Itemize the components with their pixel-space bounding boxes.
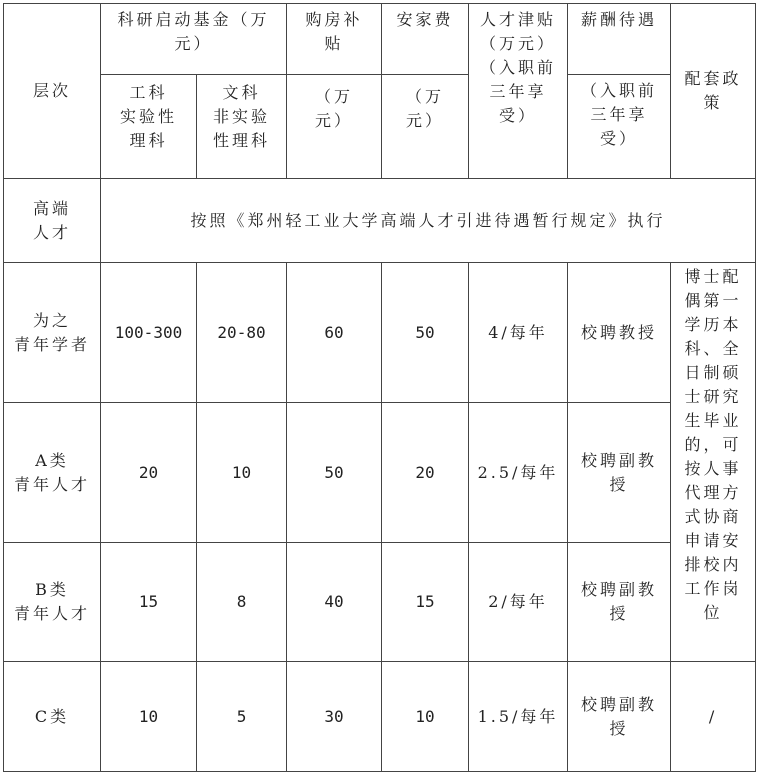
weizhi-allowance: 4/每年 — [469, 263, 568, 403]
c-salary-line1: 校聘副教 — [581, 694, 658, 714]
header-housing-unit — [287, 75, 382, 179]
level-weizhi — [4, 263, 101, 403]
policy-line: 的，可 — [684, 435, 742, 454]
header-house-unit2: 元） — [315, 111, 354, 130]
c-allowance: 1.5/每年 — [469, 662, 568, 772]
b-salary-line2: 授 — [609, 604, 629, 623]
b-allowance: 2/每年 — [469, 543, 568, 662]
weizhi-house: 60 — [287, 263, 382, 403]
header-research-fund — [101, 4, 287, 75]
header-eng-line3: 理科 — [129, 131, 168, 150]
talent-policy-table — [3, 3, 756, 772]
header-allow-line4: 三年享 — [489, 82, 547, 101]
policy-line: 申请安 — [684, 531, 742, 550]
weizhi-eng: 100-300 — [101, 263, 197, 403]
header-salary — [568, 4, 671, 75]
b-lib: 8 — [197, 543, 287, 662]
level-weizhi-line1: 为之 — [32, 310, 71, 330]
level-a-line2: 青年人才 — [13, 474, 90, 494]
policy-line: 科、全 — [684, 339, 742, 358]
policy-line: 工作岗 — [684, 579, 742, 598]
header-talent-allowance — [469, 4, 568, 179]
level-high-line2: 人才 — [32, 222, 71, 242]
header-liberal-arts — [197, 75, 287, 179]
c-eng: 10 — [101, 662, 197, 772]
policy-line: 排校内 — [684, 555, 742, 574]
table-row — [4, 543, 756, 662]
policy-line: 学历本 — [684, 315, 742, 334]
a-eng: 20 — [101, 403, 197, 543]
header-policy — [671, 4, 756, 179]
header-policy-line2: 策 — [703, 93, 723, 112]
c-salary — [568, 662, 671, 772]
weizhi-salary: 校聘教授 — [568, 263, 671, 403]
level-b-line2: 青年人才 — [13, 604, 90, 623]
weizhi-lib: 20-80 — [197, 263, 287, 403]
level-b-line1: B类 — [35, 580, 69, 599]
policy-line: 生毕业 — [684, 411, 742, 430]
a-house: 50 — [287, 403, 382, 543]
header-settle-unit1: （万 — [406, 87, 445, 106]
policy-line: 代理方 — [684, 483, 742, 502]
header-settle-line1: 安家费 — [396, 10, 454, 29]
b-salary — [568, 543, 671, 662]
table-row — [4, 403, 756, 543]
a-salary — [568, 403, 671, 543]
a-salary-line1: 校聘副教 — [581, 450, 658, 470]
header-level-text: 层次 — [32, 81, 71, 100]
a-settle: 20 — [382, 403, 469, 543]
table-row — [4, 179, 756, 263]
header-level — [4, 4, 101, 179]
level-high-end — [4, 179, 101, 263]
policy-line: 士研究 — [684, 387, 742, 406]
header-lib-line2: 非实验 — [213, 107, 271, 126]
header-eng-line1: 工科 — [129, 83, 168, 102]
level-high-line1: 高端 — [32, 198, 71, 218]
header-house-unit1: （万 — [315, 87, 354, 106]
table-row — [4, 263, 756, 403]
high-end-note: 按照《郑州轻工业大学高端人才引进待遇暂行规定》执行 — [101, 179, 756, 263]
header-settle-unit2: 元） — [406, 111, 445, 130]
header-allow-line2: （万元） — [480, 34, 557, 53]
policy-line: 博士配 — [684, 267, 742, 286]
a-lib: 10 — [197, 403, 287, 543]
b-settle: 15 — [382, 543, 469, 662]
a-salary-line2: 授 — [609, 474, 629, 494]
policy-line: 位 — [703, 603, 723, 622]
header-policy-line1: 配套政 — [684, 69, 742, 88]
header-salary-line3: 三年享 — [590, 105, 648, 124]
b-salary-line1: 校聘副教 — [581, 580, 658, 599]
level-weizhi-line2: 青年学者 — [13, 334, 90, 354]
header-lib-line1: 文科 — [222, 83, 261, 102]
c-house: 30 — [287, 662, 382, 772]
level-b — [4, 543, 101, 662]
policy-line: 日制硕 — [684, 363, 742, 382]
header-settle-unit — [382, 75, 469, 179]
header-settlement-fee — [382, 4, 469, 75]
level-a-line1: A类 — [35, 450, 69, 470]
header-salary-note — [568, 75, 671, 179]
header-house-line2: 贴 — [324, 34, 344, 53]
header-housing-subsidy — [287, 4, 382, 75]
weizhi-settle: 50 — [382, 263, 469, 403]
c-salary-line2: 授 — [609, 718, 629, 738]
b-house: 40 — [287, 543, 382, 662]
header-eng-line2: 实验性 — [119, 107, 177, 126]
policy-spouse-note — [671, 263, 756, 662]
policy-line: 按人事 — [684, 459, 742, 478]
header-allow-line3: （入职前 — [480, 58, 557, 77]
header-allow-line1: 人才津贴 — [480, 10, 557, 29]
header-house-line1: 购房补 — [305, 10, 363, 29]
header-engineering — [101, 75, 197, 179]
header-lib-line3: 性理科 — [213, 131, 271, 150]
header-fund-line1: 科研启动基金（万 — [117, 10, 270, 29]
policy-line: 偶第一 — [684, 291, 742, 310]
c-settle: 10 — [382, 662, 469, 772]
a-allowance: 2.5/每年 — [469, 403, 568, 543]
c-policy: / — [671, 662, 756, 772]
header-allow-line5: 受） — [499, 106, 538, 125]
b-eng: 15 — [101, 543, 197, 662]
level-c: C类 — [4, 662, 101, 772]
header-salary-line4: 受） — [600, 129, 639, 148]
level-a — [4, 403, 101, 543]
policy-line: 式协商 — [684, 507, 742, 526]
header-fund-line2: 元） — [174, 34, 213, 53]
header-salary-line2: （入职前 — [581, 81, 658, 100]
header-salary-line1: 薪酬待遇 — [581, 10, 658, 29]
table-row — [4, 662, 756, 772]
c-lib: 5 — [197, 662, 287, 772]
